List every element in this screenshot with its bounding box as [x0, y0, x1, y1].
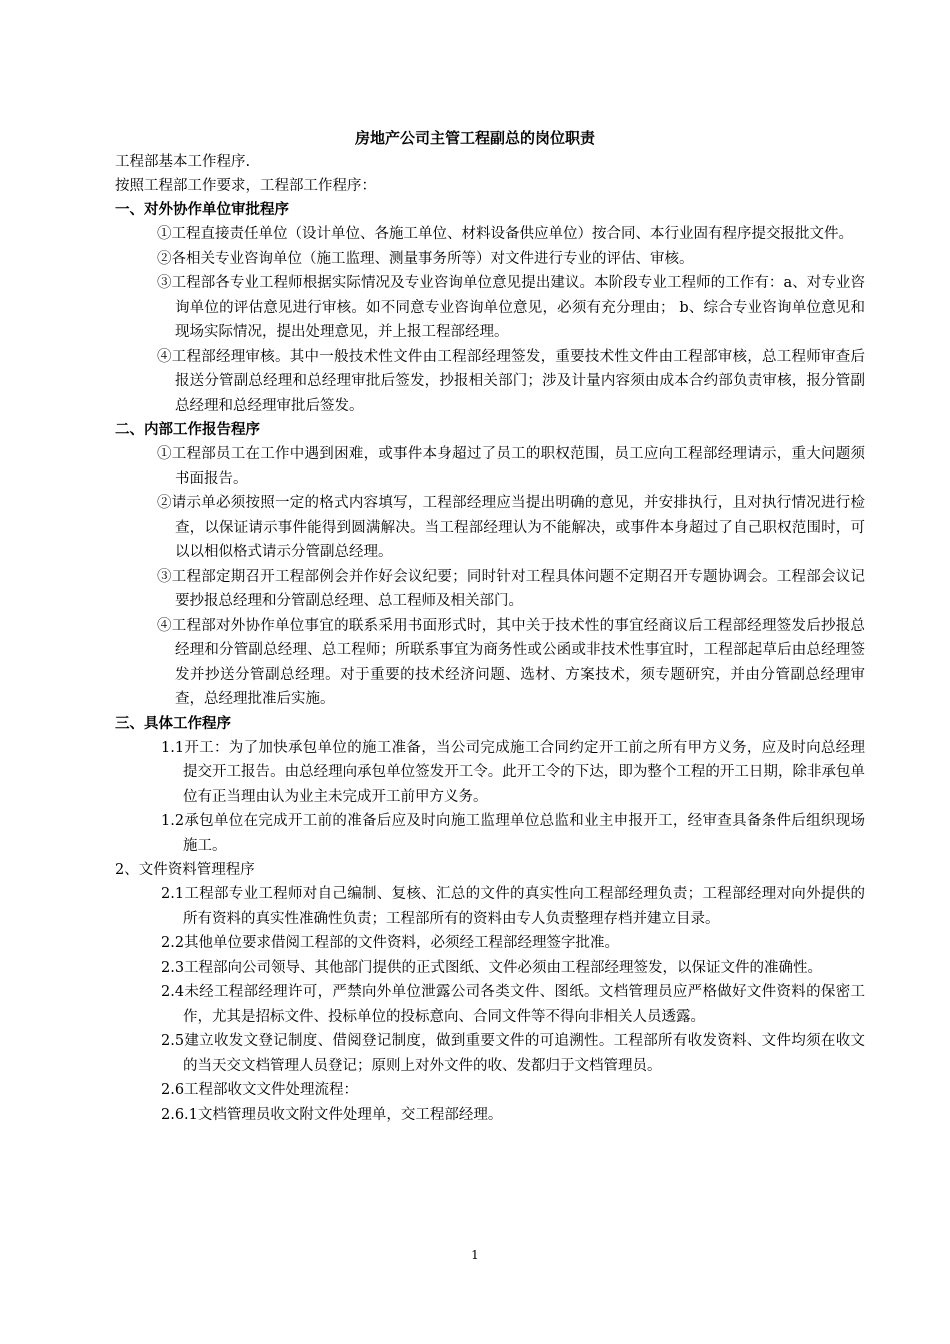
section3-item: 1.2承包单位在完成开工前的准备后应及时向施工监理单位总监和业主申报开工，经审查具备条件后组织现场施工。	[161, 813, 865, 854]
section-heading-1: 一、对外协作单位审批程序	[115, 202, 289, 218]
section1-item: ③工程部各专业工程师根据实际情况及专业咨询单位意见提出建议。本阶段专业工程师的工作有：a、对专业咨询单位的评估意见进行审核。如不同意专业咨询单位意见，必须有充分理由； b、综合专业咨询单位意见和现场实际情况，提出处理意见，并上报工程部经理。	[157, 275, 865, 340]
section2-item: ④工程部对外协作单位事宜的联系采用书面形式时，其中关于技术性的事宜经商议后工程部经理签发后抄报总经理和分管副总经理、总工程师；所联系事宜为商务性或公函或非技术性事宜时，工程部起草后由总经理签发并抄送分管副总经理。对于重要的技术经济问题、选材、方案技术，须专题研究，并由分管副总经理审查，总经理批准后实施。	[157, 617, 865, 707]
section-heading-3: 三、具体工作程序	[115, 715, 231, 732]
section4-item: 2.3工程部向公司领导、其他部门提供的正式图纸、文件必须由工程部经理签发，以保证文件的准确性。	[161, 959, 823, 976]
intro-line-2: 按照工程部工作要求，工程部工作程序：	[115, 178, 376, 194]
section4-item: 2.2其他单位要求借阅工程部的文件资料，必须经工程部经理签字批准。	[161, 935, 620, 951]
section2-item: ③工程部定期召开工程部例会并作好会议纪要；同时针对工程具体问题不定期召开专题协调会。工程部会议记要抄报总经理和分管副总经理、总工程师及相关部门。	[157, 568, 865, 609]
section4-item: 2.6.1文档管理员收文附文件处理单，交工程部经理。	[161, 1106, 503, 1123]
section1-item: ④工程部经理审核。其中一般技术性文件由工程部经理签发，重要技术性文件由工程部审核，总工程师审查后报送分管副总经理和总经理审批后签发，抄报相关部门；涉及计量内容须由成本合约部负责审核，报分管副总经理和总经理审批后签发。	[157, 348, 865, 414]
section1-item: ①工程直接责任单位（设计单位、各施工单位、材料设备供应单位）按合同、本行业固有程序提交报批文件。	[157, 226, 853, 242]
section4-item: 2.1工程部专业工程师对自己编制、复核、汇总的文件的真实性向工程部经理负责；工程部经理对向外提供的所有资料的真实性准确性负责；工程部所有的资料由专人负责整理存档并建立目录。	[161, 886, 865, 927]
section2-item: ①工程部员工在工作中遇到困难，或事件本身超过了员工的职权范围，员工应向工程部经理请示，重大问题须书面报告。	[157, 446, 865, 487]
section-heading-4: 2、文件资料管理程序	[115, 862, 255, 878]
section-heading-2: 二、内部工作报告程序	[115, 422, 260, 438]
document-title: 房地产公司主管工程副总的岗位职责	[354, 129, 595, 147]
intro-line-1: 工程部基本工作程序.	[115, 154, 251, 170]
section4-item: 2.5建立收发文登记制度、借阅登记制度，做到重要文件的可追溯性。工程部所有收发资料、文件均须在收文的当天交文档管理人员登记；原则上对外文件的收、发都归于文档管理员。	[161, 1033, 865, 1074]
section4-item: 2.4未经工程部经理许可，严禁向外单位泄露公司各类文件、图纸。文档管理员应严格做好文件资料的保密工作，尤其是招标文件、投标单位的投标意向、合同文件等不得向非相关人员透露。	[161, 984, 865, 1025]
section2-item: ②请示单必须按照一定的格式内容填写，工程部经理应当提出明确的意见，并安排执行，且对执行情况进行检查，以保证请示事件能得到圆满解决。当工程部经理认为不能解决，或事件本身超过了自己职权范围时，可以以相似格式请示分管副总经理。	[157, 495, 865, 560]
page-number: 1	[471, 1248, 479, 1262]
document-body	[115, 150, 865, 1127]
section4-item: 2.6工程部收文文件处理流程：	[161, 1082, 359, 1098]
section3-item: 1.1开工：为了加快承包单位的施工准备，当公司完成施工合同约定开工前之所有甲方义务，应及时向总经理提交开工报告。由总经理向承包单位签发开工令。此开工令的下达，即为整个工程的开工日期，除非承包单位有正当理由认为业主未完成开工前甲方义务。	[161, 739, 865, 805]
section1-item: ②各相关专业咨询单位（施工监理、测量事务所等）对文件进行专业的评估、审核。	[157, 250, 694, 267]
